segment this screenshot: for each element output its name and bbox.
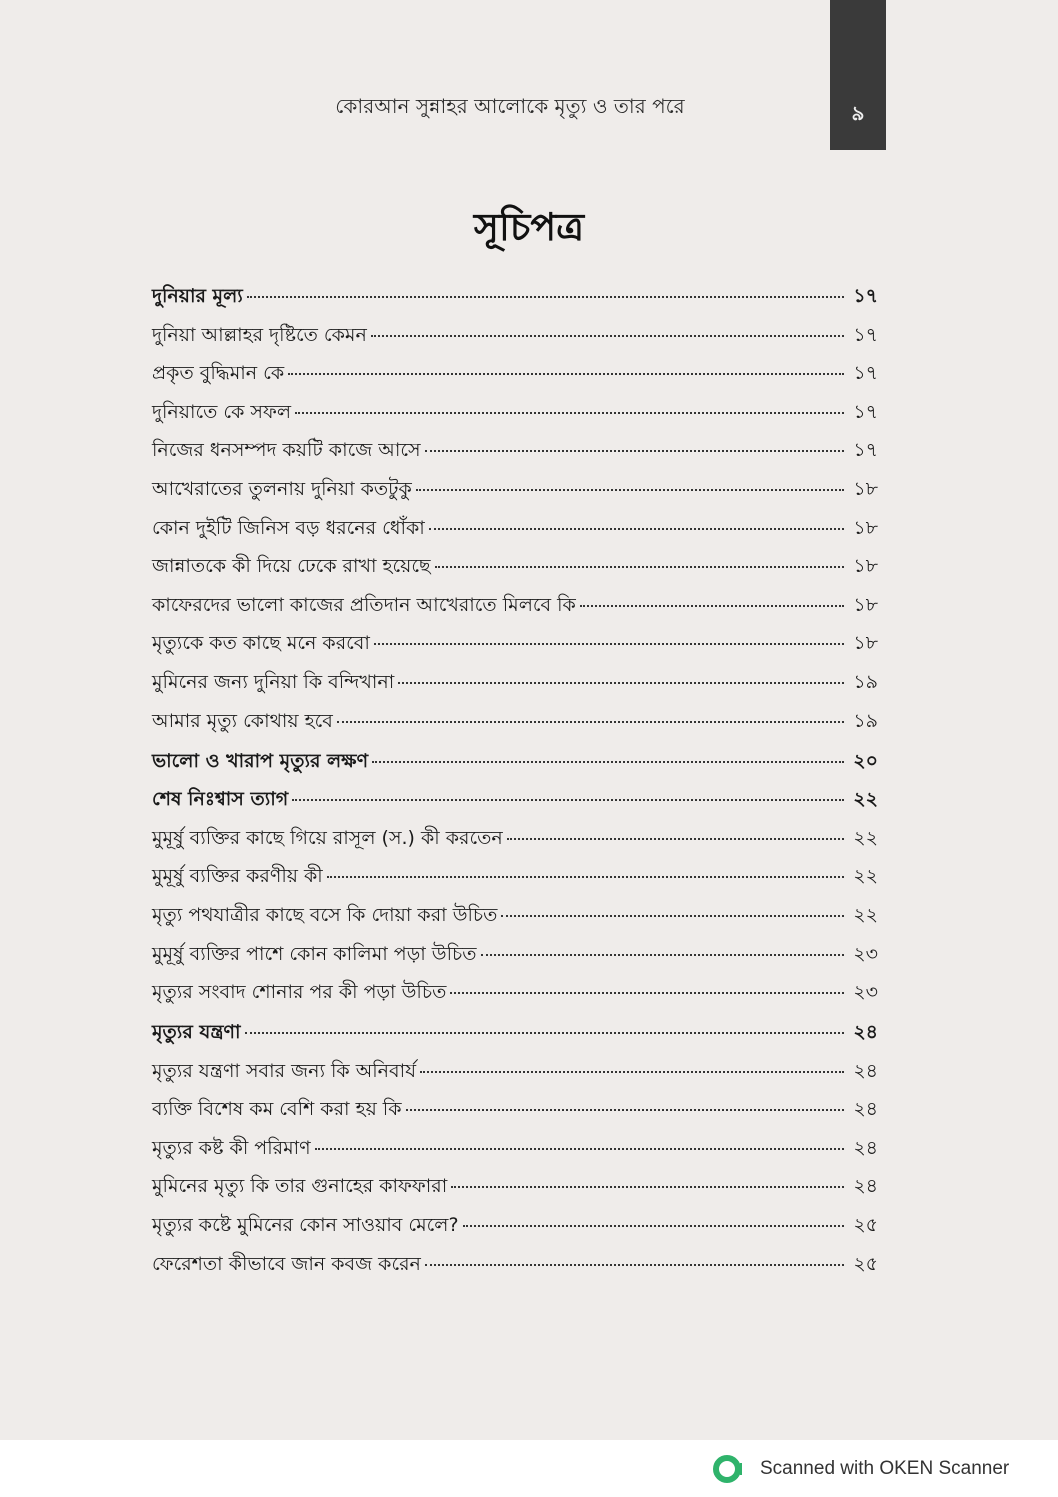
toc-entry-title: মৃত্যুর যন্ত্রণা bbox=[152, 1021, 241, 1044]
toc-entry bbox=[152, 707, 878, 737]
toc-entry-title: নিজের ধনসম্পদ কয়টি কাজে আসে bbox=[152, 439, 421, 462]
toc-entry-page: ২৪ bbox=[853, 1098, 878, 1121]
toc-entry-title: আখেরাতের তুলনায় দুনিয়া কতটুকু bbox=[152, 477, 412, 500]
toc-entry-page: ১৮ bbox=[853, 555, 878, 578]
dot-leader bbox=[435, 566, 844, 568]
toc-entry-page: ১৯ bbox=[853, 709, 878, 732]
dot-leader bbox=[295, 412, 844, 414]
dot-leader bbox=[450, 992, 844, 994]
dot-leader bbox=[292, 799, 844, 801]
dot-leader bbox=[425, 450, 844, 452]
scanner-logo-icon bbox=[712, 1452, 746, 1486]
dot-leader bbox=[420, 1071, 844, 1073]
toc-entry bbox=[152, 1250, 878, 1280]
running-header-title: কোরআন সুন্নাহর আলোকে মৃত্যু ও তার পরে bbox=[335, 94, 685, 118]
toc-entry bbox=[152, 940, 878, 970]
dot-leader bbox=[245, 1032, 844, 1034]
toc-entry bbox=[152, 1057, 878, 1087]
page-number-tab bbox=[830, 0, 886, 150]
toc-entry bbox=[152, 747, 878, 777]
toc-entry-title: মৃত্যুর যন্ত্রণা সবার জন্য কি অনিবার্য bbox=[152, 1059, 417, 1082]
dot-leader bbox=[315, 1148, 844, 1150]
toc-entry-title: দুনিয়াতে কে সফল bbox=[152, 400, 292, 423]
toc-entry-title: মুমূর্ষু ব্যক্তির করণীয় কী bbox=[152, 865, 323, 888]
toc-entry-title: মুমূর্ষু ব্যক্তির পাশে কোন কালিমা পড়া উচিত bbox=[152, 942, 477, 965]
scanner-watermark bbox=[712, 1452, 1009, 1486]
toc-entry-title: কাফেরদের ভালো কাজের প্রতিদান আখেরাতে মিলবে কি bbox=[152, 593, 576, 616]
toc-entry-title: প্রকৃত বুদ্ধিমান কে bbox=[152, 362, 285, 385]
dot-leader bbox=[425, 1264, 844, 1266]
toc-entry-title: কোন দুইটি জিনিস বড় ধরনের ধোঁকা bbox=[152, 516, 425, 539]
toc-entry-page: ১৯ bbox=[853, 670, 878, 693]
toc-entry-title: মুমূর্ষু ব্যক্তির কাছে গিয়ে রাসূল (স.) কী করতেন bbox=[152, 826, 503, 849]
toc-entry bbox=[152, 591, 878, 621]
toc-entry-title: দুনিয়ার মূল্য bbox=[152, 285, 243, 307]
toc-entry-page: ২৫ bbox=[853, 1214, 878, 1237]
toc-entry-title: ফেরেশতা কীভাবে জান কবজ করেন bbox=[152, 1252, 421, 1275]
toc-entry-page: ২২ bbox=[853, 903, 878, 926]
toc-entry bbox=[152, 359, 878, 389]
toc-entry-title: মৃত্যুকে কত কাছে মনে করবো bbox=[152, 632, 370, 655]
toc-entry-title: মৃত্যুর সংবাদ শোনার পর কী পড়া উচিত bbox=[152, 981, 447, 1004]
dot-leader bbox=[398, 682, 844, 684]
toc-entry-title: মুমিনের জন্য দুনিয়া কি বন্দিখানা bbox=[152, 670, 395, 693]
toc-entry-title: ব্যক্তি বিশেষ কম বেশি করা হয় কি bbox=[152, 1098, 402, 1121]
toc-entry bbox=[152, 475, 878, 505]
toc-entry bbox=[152, 514, 878, 544]
toc-list bbox=[152, 282, 878, 1288]
dot-leader bbox=[247, 296, 844, 298]
dot-leader bbox=[337, 721, 844, 723]
dot-leader bbox=[451, 1186, 844, 1188]
toc-entry-page: ১৮ bbox=[853, 477, 878, 500]
toc-entry-page: ১৭ bbox=[853, 285, 878, 307]
toc-entry-page: ১৭ bbox=[853, 362, 878, 385]
dot-leader bbox=[580, 605, 844, 607]
toc-entry bbox=[152, 282, 878, 312]
page-number: ৯ bbox=[851, 101, 865, 125]
toc-entry-page: ২২ bbox=[853, 865, 878, 888]
toc-entry bbox=[152, 978, 878, 1008]
toc-entry-page: ১৭ bbox=[853, 323, 878, 346]
dot-leader bbox=[463, 1225, 844, 1227]
toc-entry bbox=[152, 862, 878, 892]
toc-entry-title: ভালো ও খারাপ মৃত্যুর লক্ষণ bbox=[152, 749, 369, 772]
dot-leader bbox=[288, 373, 844, 375]
toc-entry bbox=[152, 1134, 878, 1164]
toc-entry-page: ২২ bbox=[853, 826, 878, 849]
toc-entry bbox=[152, 321, 878, 351]
toc-entry bbox=[152, 629, 878, 659]
toc-entry bbox=[152, 398, 878, 428]
toc-entry-page: ১৭ bbox=[853, 400, 878, 423]
dot-leader bbox=[501, 915, 844, 917]
toc-entry bbox=[152, 1018, 878, 1048]
toc-entry bbox=[152, 824, 878, 854]
toc-entry bbox=[152, 1095, 878, 1125]
toc-entry-page: ১৮ bbox=[853, 516, 878, 539]
toc-entry-page: ১৭ bbox=[853, 439, 878, 462]
toc-entry-page: ২০ bbox=[853, 749, 878, 772]
toc-entry bbox=[152, 1211, 878, 1241]
toc-entry-page: ১৮ bbox=[853, 632, 878, 655]
toc-entry-page: ২৪ bbox=[853, 1136, 878, 1159]
dot-leader bbox=[507, 838, 844, 840]
toc-entry-page: ২৪ bbox=[853, 1175, 878, 1198]
dot-leader bbox=[372, 761, 844, 763]
dot-leader bbox=[374, 643, 844, 645]
scanner-text: Scanned with OKEN Scanner bbox=[760, 1458, 1010, 1479]
toc-entry bbox=[152, 1172, 878, 1202]
dot-leader bbox=[429, 528, 844, 530]
dot-leader bbox=[327, 876, 844, 878]
dot-leader bbox=[371, 335, 844, 337]
toc-entry bbox=[152, 436, 878, 466]
toc-entry-page: ২৪ bbox=[853, 1021, 878, 1044]
toc-entry-title: দুনিয়া আল্লাহর দৃষ্টিতে কেমন bbox=[152, 323, 367, 346]
toc-entry-page: ২৩ bbox=[853, 981, 878, 1004]
toc-entry-title: আমার মৃত্যু কোথায় হবে bbox=[152, 709, 333, 732]
toc-entry-page: ২২ bbox=[853, 788, 878, 811]
toc-entry-page: ২৪ bbox=[853, 1059, 878, 1082]
dot-leader bbox=[481, 954, 844, 956]
toc-entry-title: জান্নাতকে কী দিয়ে ঢেকে রাখা হয়েছে bbox=[152, 555, 431, 578]
dot-leader bbox=[406, 1109, 844, 1111]
toc-entry bbox=[152, 668, 878, 698]
dot-leader bbox=[416, 489, 844, 491]
toc-entry-page: ২৫ bbox=[853, 1252, 878, 1275]
toc-entry bbox=[152, 901, 878, 931]
toc-entry-title: শেষ নিঃশ্বাস ত্যাগ bbox=[152, 788, 289, 811]
toc-entry bbox=[152, 785, 878, 815]
toc-entry-page: ১৮ bbox=[853, 593, 878, 616]
toc-title: সূচিপত্র bbox=[473, 205, 585, 249]
toc-entry bbox=[152, 552, 878, 582]
toc-entry-page: ২৩ bbox=[853, 942, 878, 965]
toc-entry-title: মৃত্যু পথযাত্রীর কাছে বসে কি দোয়া করা উচিত bbox=[152, 903, 498, 926]
toc-entry-title: মৃত্যুর কষ্টে মুমিনের কোন সাওয়াব মেলে? bbox=[152, 1214, 459, 1237]
toc-entry-title: মুমিনের মৃত্যু কি তার গুনাহের কাফফারা bbox=[152, 1175, 448, 1198]
toc-entry-title: মৃত্যুর কষ্ট কী পরিমাণ bbox=[152, 1136, 311, 1159]
